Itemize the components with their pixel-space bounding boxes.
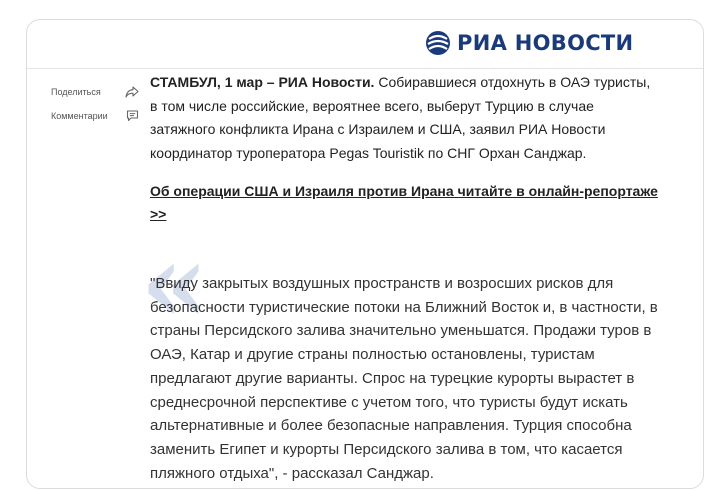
article-lead: [150, 71, 660, 165]
globe-logo-icon: [425, 30, 451, 56]
share-label: Поделиться: [51, 87, 101, 97]
lead-text: Собиравшиеся отдохнуть в ОАЭ туристы, в том числе российские, вероятнее всего, выберут Турцию в случае затяжного конфликта Ирана с Израилем и США, заявил РИА Новости координатор туроператора Pegas Touristik по СНГ Орхан Санджар.: [150, 74, 651, 161]
comments-button[interactable]: [51, 106, 139, 126]
logo-text: РИА НОВОСТИ: [457, 31, 634, 55]
ria-logo[interactable]: [425, 30, 633, 56]
share-panel: [51, 82, 139, 130]
share-button[interactable]: [51, 82, 139, 102]
share-arrow-icon: [125, 86, 139, 98]
site-header: [27, 20, 703, 69]
article-card: [26, 19, 704, 489]
quote-block: [140, 218, 660, 485]
comment-icon: [126, 110, 139, 122]
online-report-link[interactable]: Об операции США и Израиля против Ирана читайте в онлайн-репортаже >>: [150, 183, 658, 222]
article-body: [140, 71, 660, 485]
dateline: СТАМБУЛ, 1 мар – РИА Новости.: [150, 74, 375, 90]
comments-label: Комментарии: [51, 111, 108, 121]
quote-text: "Ввиду закрытых воздушных пространств и возросших рисков для безопасности туристические потоки на Ближний Восток и, в частности, в страны Персидского залива значительно уменьшатся. Продажи туров в ОАЭ, Катар и другие страны полностью остановлены, туристам предлагают другие варианты. Спрос на турецкие курорты вырастет в среднесрочной перспективе с учетом того, что туристы будут искать альтернативные и более безопасные направления. Турция способна заменить Египет и курорты Персидского залива в том, что касается пляжного отдыха", - рассказал Санджар.: [150, 275, 658, 482]
quote-mark-icon: «: [140, 218, 209, 347]
